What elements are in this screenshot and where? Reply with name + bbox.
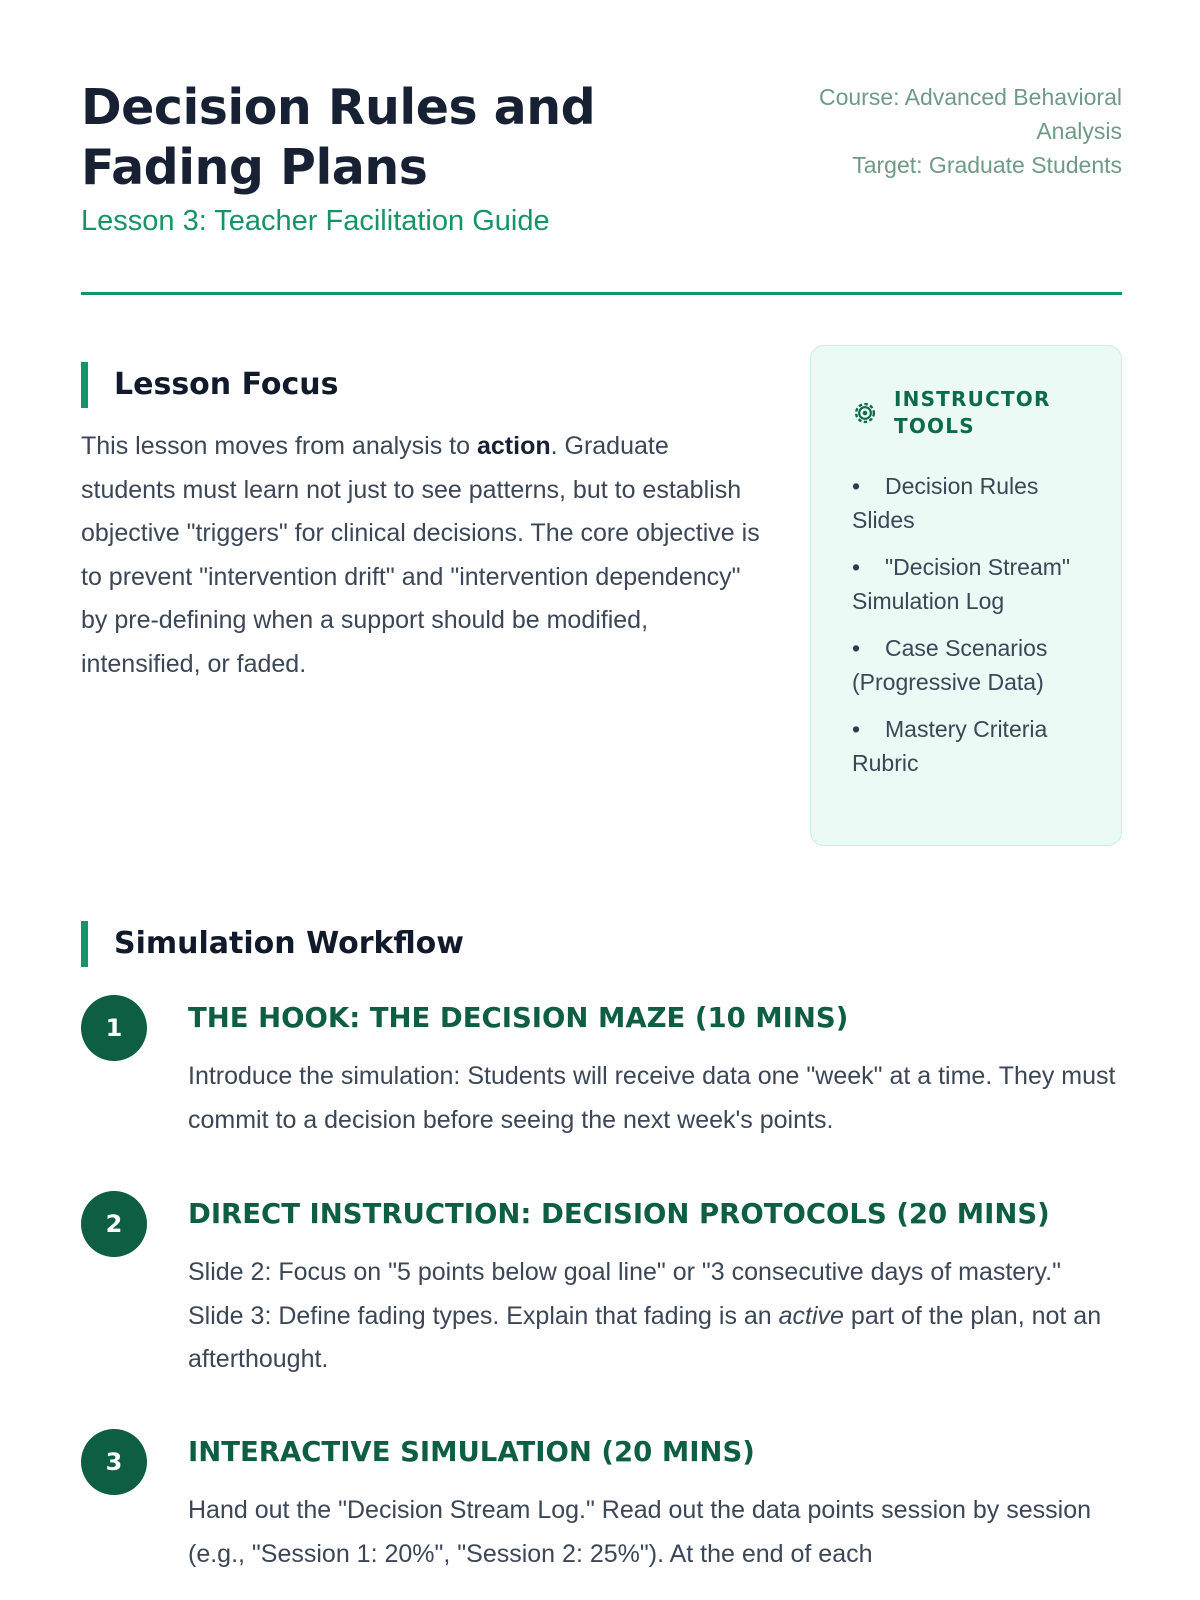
tools-header: [852, 386, 1095, 440]
step-text-emphasis: active: [778, 1301, 844, 1330]
step-title: INTERACTIVE SIMULATION (20 MINS): [188, 1436, 755, 1468]
tools-title: INSTRUCTOR TOOLS: [894, 387, 1051, 438]
page-title: Decision Rules and Fading Plans: [81, 79, 596, 196]
instructor-tools-card: [810, 345, 1122, 846]
step-description: [188, 1055, 1123, 1142]
focus-text-emphasis: action: [476, 432, 551, 460]
gear-icon: [852, 400, 878, 426]
tools-list-item: • "Decision Stream" Simulation Log: [852, 550, 1095, 618]
focus-text-part: This lesson moves from analysis to: [81, 432, 477, 460]
tools-list-item: • Decision Rules Slides: [852, 469, 1095, 537]
tools-list: [852, 469, 1095, 780]
step-title: DIRECT INSTRUCTION: DECISION PROTOCOLS (20 MINS): [188, 1198, 1050, 1230]
target-label: Target: Graduate Students: [852, 152, 1122, 178]
step-text-part: part of the plan, not an afterthought.: [188, 1301, 1102, 1373]
step-text-part: Slide 2: Focus on "5 points below goal line" or "3 consecutive days of mastery." Slide 3: Define fading types. Explain that fading is an: [188, 1258, 1061, 1330]
lesson-focus-text: [81, 425, 761, 686]
page-header: [81, 78, 1122, 295]
step-description: [188, 1489, 1123, 1576]
step-text-part: Introduce the simulation: Students will receive data one "week" at a time. They must commit to a decision before seeing the next week's points.: [188, 1062, 1116, 1134]
step-number-badge: 3: [81, 1429, 147, 1495]
focus-text-part: . Graduate students must learn not just to see patterns, but to establish objective "triggers" for clinical decisions. The core objective is to prevent "intervention drift" and "intervention dependency" by pre-defining when a support should be modified, intensified, or faded.: [81, 432, 760, 678]
step-text-part: Hand out the "Decision Stream Log." Read out the data points session by session (e.g., "Session 1: 20%", "Session 2: 25%"). At the end of each: [188, 1496, 1092, 1568]
step-number-badge: 2: [81, 1191, 147, 1257]
step-description: [188, 1251, 1123, 1382]
page-subtitle: Lesson 3: Teacher Facilitation Guide: [81, 205, 550, 237]
tools-list-item: • Case Scenarios (Progressive Data): [852, 631, 1095, 699]
course-meta: [762, 80, 1122, 182]
step-title: THE HOOK: THE DECISION MAZE (10 MINS): [188, 1002, 849, 1034]
lesson-focus-heading: Lesson Focus: [81, 362, 338, 408]
workflow-heading: Simulation Workflow: [81, 921, 464, 967]
tools-list-item: • Mastery Criteria Rubric: [852, 712, 1095, 780]
step-number-badge: 1: [81, 995, 147, 1061]
course-label: Course: Advanced Behavioral Analysis: [818, 84, 1122, 144]
lesson-page: [81, 0, 1122, 1600]
